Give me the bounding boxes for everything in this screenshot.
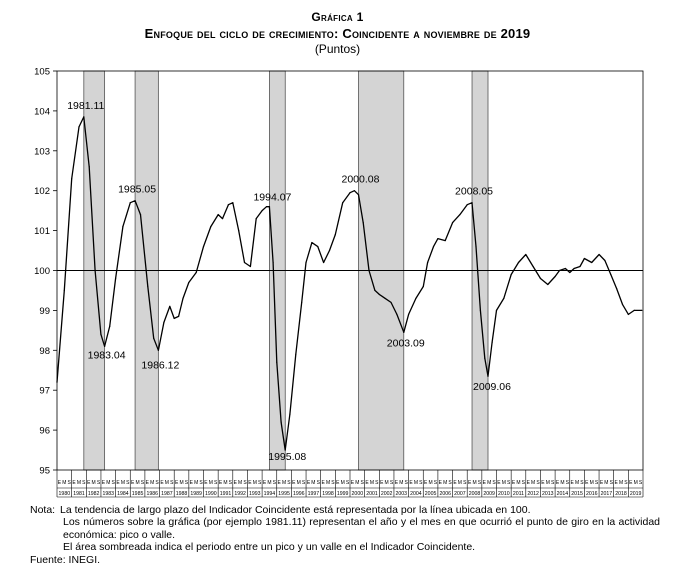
data-point [467,204,468,205]
year-label: 1999 [336,491,349,497]
data-point [641,310,642,311]
month-tick-label: S [521,480,526,486]
chart-notes [30,504,660,553]
month-tick-label: M [413,480,419,486]
data-point [335,234,336,235]
month-tick-label: S [404,480,408,486]
data-point [147,286,148,287]
data-point [323,262,324,263]
month-tick-label: S [419,480,423,486]
month-tick-label: M [340,480,345,486]
month-tick-label: E [131,480,135,486]
month-tick-label: S [316,480,320,486]
data-point [276,362,277,363]
month-tick-label: S [565,480,569,486]
data-point [459,214,460,215]
month-tick-label: E [614,480,618,486]
data-point [94,270,95,271]
y-tick-label: 102 [34,186,50,198]
month-tick-label: E [467,480,472,486]
data-point [305,262,306,263]
month-tick-label: M [501,480,506,486]
turning-point-label: 1981.11 [67,99,105,112]
month-tick-label: M [618,480,624,486]
data-point [140,214,141,215]
month-tick-label: E [365,480,369,486]
month-tick-label: S [345,480,350,486]
data-point [130,202,131,203]
month-tick-label: E [248,480,252,486]
year-label: 2018 [615,491,627,497]
data-point [83,116,84,117]
month-tick-label: S [170,480,174,486]
data-point [71,178,72,179]
month-tick-label: E [57,480,62,486]
month-tick-label: S [331,480,335,486]
data-point [363,222,364,223]
month-tick-label: M [531,480,536,486]
data-point [415,298,416,299]
month-tick-label: E [277,480,281,486]
month-tick-label: M [296,480,301,486]
turning-point-label: 2008.05 [455,185,494,198]
month-tick-label: S [624,480,628,486]
data-point [256,218,257,219]
year-label: 1987 [161,491,173,497]
year-label: 1982 [87,491,100,497]
month-tick-label: S [301,480,306,486]
month-tick-label: S [96,480,101,486]
data-point [188,282,189,283]
year-label: 1990 [205,491,217,497]
month-tick-label: M [281,480,287,486]
data-point [134,200,135,201]
data-point [104,346,105,347]
data-point [622,304,623,305]
data-point [390,302,391,303]
data-point [115,278,116,279]
y-tick-label: 103 [34,146,50,158]
data-point [559,270,560,271]
month-tick-label: M [443,480,448,486]
data-point [244,262,245,263]
data-point [511,274,512,275]
month-tick-label: E [72,480,76,486]
month-tick-label: S [140,480,145,486]
month-tick-label: S [477,480,482,486]
month-tick-label: E [497,480,501,486]
year-label: 2007 [454,491,466,497]
month-tick-label: M [457,480,462,486]
data-point [272,262,273,263]
data-point [480,310,481,311]
month-tick-label: M [252,480,257,486]
data-point [158,350,159,351]
month-tick-label: E [629,480,633,486]
data-point [295,354,296,355]
month-tick-label: S [155,480,159,486]
data-point [385,298,386,299]
month-tick-label: M [384,480,389,486]
month-tick-label: M [604,480,609,486]
month-tick-label: M [487,480,492,486]
data-point [503,298,504,299]
year-label: 1996 [292,491,305,497]
data-point [555,276,556,277]
year-label: 1985 [131,491,144,497]
turning-point-label: 1994.07 [253,191,292,204]
month-tick-label: M [164,480,169,486]
data-point [445,240,446,241]
month-tick-label: S [199,480,203,486]
month-tick-label: M [399,480,404,486]
data-point [349,192,350,193]
month-tick-label: M [120,480,126,486]
data-point [262,210,263,211]
data-point [182,298,183,299]
year-label: 2008 [468,491,481,497]
data-point [628,314,629,315]
year-label: 2005 [424,491,437,497]
year-label: 2010 [498,491,510,497]
month-tick-label: E [306,480,311,486]
data-point [475,246,476,247]
source-note: Fuente: INEGI. [30,554,101,566]
month-tick-label: M [76,480,82,486]
data-point [518,262,519,263]
month-tick-label: S [243,480,247,486]
month-tick-label: S [126,480,130,486]
data-point [368,270,369,271]
data-point [403,332,404,333]
data-point [196,272,197,273]
month-tick-label: S [448,480,452,486]
month-tick-label: M [472,480,477,486]
year-label: 1988 [175,491,188,497]
month-tick-label: E [160,480,164,486]
year-label: 2006 [439,491,451,497]
data-point [269,206,270,207]
month-tick-label: M [62,480,67,486]
month-tick-label: S [82,480,86,486]
chart-subtitle: Enfoque del ciclo de crecimiento: Coincidente a noviembre de 2019 [144,26,531,41]
month-tick-label: E [438,480,443,486]
data-point [301,302,302,303]
data-point [78,126,79,127]
turning-point-label: 2003.09 [386,337,425,350]
data-point [379,294,380,295]
month-tick-label: S [67,480,71,486]
data-point [109,326,110,327]
data-point [408,314,409,315]
data-point [289,414,290,415]
data-point [374,290,375,291]
month-tick-label: E [394,480,399,486]
data-point [317,246,318,247]
data-point [598,254,599,255]
month-tick-label: E [350,480,355,486]
data-point [487,376,488,377]
year-label: 2017 [600,491,613,497]
data-point [169,306,170,307]
y-tick-label: 96 [39,425,50,437]
month-tick-label: E [116,480,120,486]
month-tick-label: M [135,480,140,486]
year-label: 1981 [73,491,85,497]
data-point [610,274,611,275]
year-label: 1998 [322,491,334,497]
turning-point-label: 1995.08 [268,451,307,464]
month-tick-label: S [111,480,115,486]
year-label: 2002 [380,491,393,497]
year-label: 1984 [117,491,129,497]
year-label: 2013 [542,491,554,497]
year-label: 2019 [629,491,642,497]
y-tick-label: 98 [39,345,50,357]
data-point [281,422,282,423]
month-tick-label: M [516,480,521,486]
month-tick-label: M [194,480,199,486]
month-tick-label: E [87,480,91,486]
month-tick-label: E [262,480,267,486]
month-tick-label: E [321,480,325,486]
year-label: 1993 [249,491,261,497]
month-tick-label: E [336,480,340,486]
month-tick-label: S [507,480,511,486]
year-label: 1989 [190,491,202,497]
month-tick-label: E [409,480,413,486]
month-tick-label: E [189,480,193,486]
month-tick-label: E [526,480,530,486]
data-point [174,318,175,319]
year-label: 1992 [234,491,246,497]
month-tick-label: M [369,480,375,486]
chart-title: Gráfica 1 [311,10,364,24]
turning-point-label: 1985.05 [118,183,157,196]
month-tick-label: S [580,480,584,486]
month-tick-label: E [204,480,208,486]
month-tick-label: E [555,480,560,486]
data-point [266,206,267,207]
month-tick-label: S [433,480,438,486]
month-tick-label: M [91,480,96,486]
data-point [437,238,438,239]
data-point [153,338,154,339]
month-tick-label: E [424,480,428,486]
year-label: 1983 [102,491,115,497]
month-tick-label: M [545,480,550,486]
y-tick-label: 101 [34,226,50,238]
month-tick-label: E [511,480,516,486]
turning-point-label: 2009.06 [473,381,511,394]
year-label: 1991 [219,491,232,497]
month-tick-label: E [570,480,574,486]
year-label: 1994 [263,491,276,497]
data-point [396,314,397,315]
month-tick-label: M [150,480,155,486]
data-point [565,268,566,269]
data-point [452,222,453,223]
year-label: 1986 [146,491,158,497]
data-point [358,194,359,195]
data-point [427,262,428,263]
turning-point-label: 1983.04 [87,349,126,362]
data-point [423,286,424,287]
month-tick-label: M [574,480,580,486]
year-label: 1995 [278,491,290,497]
month-tick-label: S [609,480,613,486]
month-tick-label: M [208,480,213,486]
month-tick-label: S [550,480,555,486]
month-tick-label: E [218,480,223,486]
year-label: 1997 [307,491,320,497]
data-point [591,262,592,263]
y-tick-label: 99 [39,305,50,317]
month-tick-label: S [536,480,540,486]
month-tick-label: S [463,480,467,486]
month-tick-label: E [292,480,296,486]
data-point [122,226,123,227]
data-point [484,358,485,359]
month-tick-label: S [360,480,364,486]
y-tick-label: 105 [34,66,50,78]
data-point [64,290,65,291]
month-tick-label: E [585,480,589,486]
month-tick-label: S [492,480,496,486]
year-label: 2014 [556,491,569,497]
month-tick-label: M [106,480,111,486]
note-line-3: El área sombreada indica el periodo entre un pico y un valle en el Indicador Coincidente. [63,540,476,553]
month-tick-label: E [541,480,545,486]
data-point [178,316,179,317]
month-tick-label: E [174,480,179,486]
data-point [574,268,575,269]
month-tick-label: M [355,480,360,486]
year-label: 2011 [512,491,525,497]
data-point [210,226,211,227]
data-point [232,202,233,203]
data-point [604,260,605,261]
data-point [540,278,541,279]
month-tick-label: S [272,480,276,486]
data-point [342,202,343,203]
month-tick-label: M [560,480,565,486]
month-tick-label: S [638,480,643,486]
data-point [525,254,526,255]
year-label: 2003 [395,491,408,497]
month-tick-label: S [287,480,291,486]
month-tick-label: S [257,480,262,486]
month-tick-label: M [325,480,331,486]
month-tick-label: E [482,480,486,486]
data-point [634,310,635,311]
year-label: 2000 [351,491,364,497]
data-point [492,342,493,343]
month-tick-label: S [594,480,599,486]
data-point [547,284,548,285]
data-point [329,250,330,251]
data-point [56,382,57,383]
month-tick-label: S [389,480,394,486]
data-point [471,202,472,203]
month-tick-label: M [179,480,184,486]
turning-point-label: 1986.12 [141,359,180,372]
data-point [218,214,219,215]
data-point [228,204,229,205]
year-label: 2012 [527,491,539,497]
month-tick-label: M [589,480,594,486]
data-point [533,266,534,267]
data-point [250,266,251,267]
data-point [569,272,570,273]
data-point [89,166,90,167]
month-tick-label: M [311,480,316,486]
data-point [496,310,497,311]
month-tick-label: M [223,480,228,486]
month-tick-label: E [145,480,150,486]
turning-point-label: 2000.08 [341,173,380,186]
data-point [354,190,355,191]
month-tick-label: M [428,480,433,486]
month-tick-label: M [238,480,243,486]
month-tick-label: S [228,480,233,486]
data-point [163,322,164,323]
y-tick-label: 97 [39,385,50,397]
notes-label: Nota: [30,504,56,516]
month-tick-label: S [184,480,189,486]
note-line-1: La tendencia de largo plazo del Indicador Coincidente está representada por la línea ubicada en 100. [60,504,531,516]
data-point [203,246,204,247]
year-label: 2004 [410,491,422,497]
month-tick-label: E [380,480,384,486]
month-tick-label: E [453,480,457,486]
month-tick-label: S [375,480,379,486]
data-point [579,266,580,267]
month-tick-label: S [214,480,218,486]
data-point [433,246,434,247]
year-label: 2009 [483,491,495,497]
chart-units: (Puntos) [314,42,361,56]
year-label: 2001 [366,491,378,497]
data-point [238,230,239,231]
month-tick-label: M [267,480,272,486]
data-point [100,334,101,335]
y-tick-label: 100 [34,266,50,277]
data-point [584,258,585,259]
month-tick-label: E [101,480,106,486]
month-tick-label: E [599,480,604,486]
data-point [311,242,312,243]
year-label: 2016 [585,491,598,497]
y-tick-label: 95 [39,465,50,477]
data-point [222,218,223,219]
year-label: 2015 [571,491,583,497]
y-tick-label: 104 [34,106,50,118]
data-point [616,288,617,289]
month-tick-label: E [233,480,237,486]
month-tick-label: M [633,480,638,486]
note-line-2: Los números sobre la gráfica (por ejemplo 1981.11) representan el año y el mes en que ocurrió el punto de giro en la actividad económica: pico o valle. [63,516,660,541]
year-label: 1980 [58,491,71,497]
